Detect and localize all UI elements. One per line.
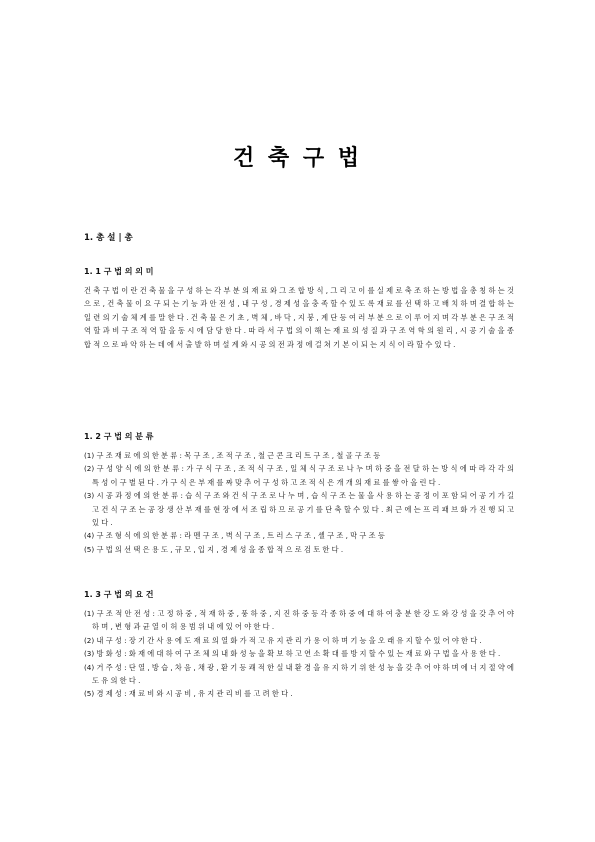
section-heading: 1. 3 구 법 의 요 건	[84, 590, 154, 599]
list-item: (3) 방 화 성 : 화 재 에 대 하 여 구 조 체 의 내 화 성 능 을 확 보 하 고 연 소 확 대 를 방 지 할 수 있 는 재 료 와 구 법 을 사 용 한 다 .	[84, 649, 501, 659]
section-requirements	[84, 589, 514, 701]
section-heading: 1. 2 구 법 의 분 류	[84, 432, 154, 441]
list-item: (4) 거 주 성 : 단 열 , 방 습 , 차 음 , 채 광 , 환 기 등 쾌 적 한 실 내 환 경 을 유 지 하 기 위 한 성 능 을 갖 추 어 야 하 며 에 너 지 절 약 에 도 유 의 한 다 .	[84, 662, 514, 686]
list-item: (5) 구 법 의 선 택 은 용 도 , 규 모 , 입 지 , 경 제 성 을 종 합 적 으 로 검 토 한 다 .	[84, 544, 344, 554]
section-paragraph: 건 축 구 법 이 란 건 축 물 을 구 성 하 는 각 부 분 의 재 료 와 그 조 합 방 식 , 그 리 고 이 를 실 제 로 축 조 하 는 방 법 을 총 칭 하 는 것 으 로 , 건 축 물 이 요 구 되 는 기 능 과 안 전 성 , 내 구 성 , 경 제 성 을 충 족 할 수 있 도 록 재 료 를 선 택 하 고 배 치 하 며 결 합 하 는 일 련 의 기 술 체 계 를 말 한 다 . 건 축 물 은 기 초 , 벽 체 , 바 닥 , 지 붕 , 계 단 등 여 러 부 분 으 로 이 루 어 지 며 각 부 분 은 구 조 적 역 할 과 비 구 조 적 역 할 을 동 시 에 담 당 한 다 . 따 라 서 구 법 의 이 해 는 재 료 의 성 질 과 구 조 역 학 의 원 리 , 시 공 기 술 을 종 합 적 으 로 파 악 하 는 데 에 서 출 발 하 며 설 계 와 시 공 의 전 과 정 에 걸 쳐 기 본 이 되 는 지 식 이 라 할 수 있 다 .	[84, 286, 514, 349]
chapter-heading: 1. 총 설 | 총	[84, 233, 133, 243]
list-item: (4) 구 조 형 식 에 의 한 분 류 : 라 멘 구 조 , 벽 식 구 조 , 트 러 스 구 조 , 셸 구 조 , 막 구 조 등	[84, 531, 385, 541]
list-item: (5) 경 제 성 : 재 료 비 와 시 공 비 , 유 지 관 리 비 를 고 려 한 다 .	[84, 689, 293, 699]
section-classification	[84, 431, 514, 556]
section-heading: 1. 1 구 법 의 의 미	[84, 267, 154, 276]
list-item: (1) 구 조 재 료 에 의 한 분 류 : 목 구 조 , 조 적 구 조 , 철 근 콘 크 리 트 구 조 , 철 골 구 조 등	[84, 451, 381, 460]
list-item: (3) 시 공 과 정 에 의 한 분 류 : 습 식 구 조 와 건 식 구 조 로 나 누 며 , 습 식 구 조 는 물 을 사 용 하 는 공 정 이 포 함 되 어 공 기 가 길 고 건 식 구 조 는 공 장 생 산 부 재 를 현 장 에 서 조 립 하 므 로 공 기 를 단 축 할 수 있 다 . 최 근 에 는 프 리 패 브 화 가 진 행 되 고 있 다 .	[84, 491, 514, 528]
document-title: 건 축 구 법	[233, 146, 362, 171]
list-item: (2) 구 성 양 식 에 의 한 분 류 : 가 구 식 구 조 , 조 적 식 구 조 , 일 체 식 구 조 로 나 누 며 하 중 을 전 달 하 는 방 식 에 따 라 각 각 의 특 성 이 구 별 된 다 . 가 구 식 은 부 재 를 짜 맞 추 어 구 성 하 고 조 적 식 은 개 개 의 재 료 를 쌓 아 올 린 다 .	[84, 464, 514, 487]
section-meaning	[84, 266, 514, 351]
list-item: (1) 구 조 적 안 전 성 : 고 정 하 중 , 적 재 하 중 , 풍 하 중 , 지 진 하 중 등 각 종 하 중 에 대 하 여 충 분 한 강 도 와 강 성 을 갖 추 어 야 하 며 , 변 형 과 균 열 이 허 용 범 위 내 에 있 어 야 한 다 .	[84, 609, 514, 632]
list-item: (2) 내 구 성 : 장 기 간 사 용 에 도 재 료 의 열 화 가 적 고 유 지 관 리 가 용 이 하 며 기 능 을 오 래 유 지 할 수 있 어 야 한 다 .	[84, 635, 482, 645]
